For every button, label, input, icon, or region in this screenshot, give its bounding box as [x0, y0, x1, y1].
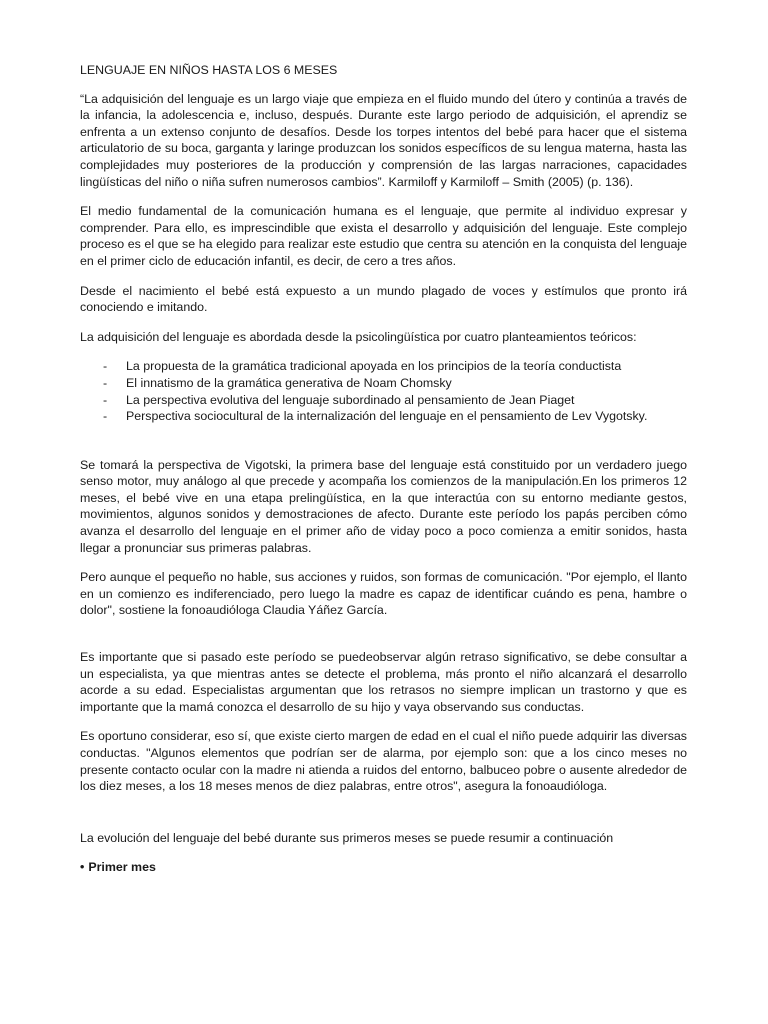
- list-dash: -: [103, 359, 108, 374]
- theories-list: [80, 358, 687, 424]
- document-body: [80, 62, 687, 876]
- paragraph-theories-intro: La adquisición del lenguaje es abordada desde la psicolingüística por cuatro planteamientos teóricos:: [80, 329, 637, 344]
- paragraph-importance: Es importante que si pasado este período se puedeobservar algún retraso significativo, se debe consultar a un especialista, ya que mientras antes se detecte el problema, más pronto el niño alcanzará el desarrollo acorde a su edad. Especialistas argumentan que los retrasos no siempre implican un trastorno y que es importante que la mamá conozca el desarrollo de su hijo y vaya observando sus conductas.: [80, 650, 687, 714]
- list-item-text: El innatismo de la gramática generativa de Noam Chomsky: [126, 375, 452, 390]
- paragraph-communication-forms: Pero aunque el pequeño no hable, sus acciones y ruidos, son formas de comunicación. "Por ejemplo, el llanto en un comienzo es indiferenciado, pero luego la madre es capaz de identificar cuándo es pena, hambre o dolor", sostiene la fonoaudióloga Claudia Yáñez García.: [80, 570, 687, 618]
- list-item: [80, 392, 687, 409]
- list-item: [80, 358, 687, 375]
- list-item-text: La propuesta de la gramática tradicional apoyada en los principios de la teoría conductista: [126, 359, 622, 374]
- list-item-text: La perspectiva evolutiva del lenguaje subordinado al pensamiento de Jean Piaget: [126, 392, 575, 407]
- list-dash: -: [103, 392, 108, 407]
- paragraph-quote: “La adquisición del lenguaje es un largo viaje que empieza en el fluido mundo del útero y continúa a través de la infancia, la adolescencia e, incluso, después. Durante este largo periodo de adquisición, el aprendiz se enfrenta a un extenso conjunto de desafíos. Desde los torpes intentos del bebé para hacer que el sistema articulatorio de su boca, garganta y laringe produzcan los sonidos específicos de su lengua materna, hasta las complejidades muy posteriores de la producción y comprensión de las largas narraciones, capacidades lingüísticas del niño o niña sufren numerosos cambios”. Karmiloff y Karmiloff – Smith (2005) (p. 136).: [80, 91, 687, 189]
- spacer: [80, 632, 687, 649]
- section-heading-text: Primer mes: [88, 860, 156, 875]
- list-dash: -: [103, 409, 108, 424]
- document-title: LENGUAJE EN NIÑOS HASTA LOS 6 MESES: [80, 63, 338, 77]
- spacer: [80, 437, 687, 457]
- list-dash: -: [103, 375, 108, 390]
- list-item: [80, 375, 687, 392]
- section-heading-primer-mes: [80, 859, 687, 876]
- paragraph-age-margin: Es oportuno considerar, eso sí, que existe cierto margen de edad en el cual el niño puede adquirir las diversas conductas. "Algunos elementos que podrían ser de alarma, por ejemplo son: que a los cinco meses no presente contacto ocular con la madre ni atienda a ruidos del entorno, balbuceo pobre o ausente alrededor de los diez meses, a los 18 meses menos de diez palabras, entre otros", asegura la fonoaudióloga.: [80, 729, 687, 794]
- paragraph-vigotski: Se tomará la perspectiva de Vigotski, la primera base del lenguaje está constituido por un verdadero juego senso motor, muy análogo al que precede y acompaña los comienzos de la manipulación.En los primeros 12 meses, el bebé vive en una etapa prelingüística, en la que interactúa con su entorno mediante gestos, movimientos, algunos sonidos y demostraciones de afecto. Durante este período los papás perciben cómo avanza el desarrollo del lenguaje en el primer año de viday poco a poco comienza a emitir sonidos, hasta llegar a pronunciar sus primeras palabras.: [80, 457, 687, 555]
- bullet-icon: •: [80, 860, 85, 875]
- paragraph-communication: El medio fundamental de la comunicación humana es el lenguaje, que permite al individuo expresar y comprender. Para ello, es imprescindible que exista el desarrollo y adquisición del lenguaje. Este complejo proceso es el que se ha elegido para realizar este estudio que centra su atención en la conquista del lenguaje en el primer ciclo de educación infantil, es decir, de cero a tres años.: [80, 204, 687, 268]
- paragraph-evolution-summary: La evolución del lenguaje del bebé durante sus primeros meses se puede resumir a continuación: [80, 830, 614, 845]
- list-item: [80, 408, 687, 425]
- list-item-text: Perspectiva sociocultural de la internalización del lenguaje en el pensamiento de Lev Vygotsky.: [126, 409, 648, 424]
- paragraph-birth: Desde el nacimiento el bebé está expuesto a un mundo plagado de voces y estímulos que pronto irá conociendo e imitando.: [80, 283, 687, 315]
- spacer: [80, 808, 687, 830]
